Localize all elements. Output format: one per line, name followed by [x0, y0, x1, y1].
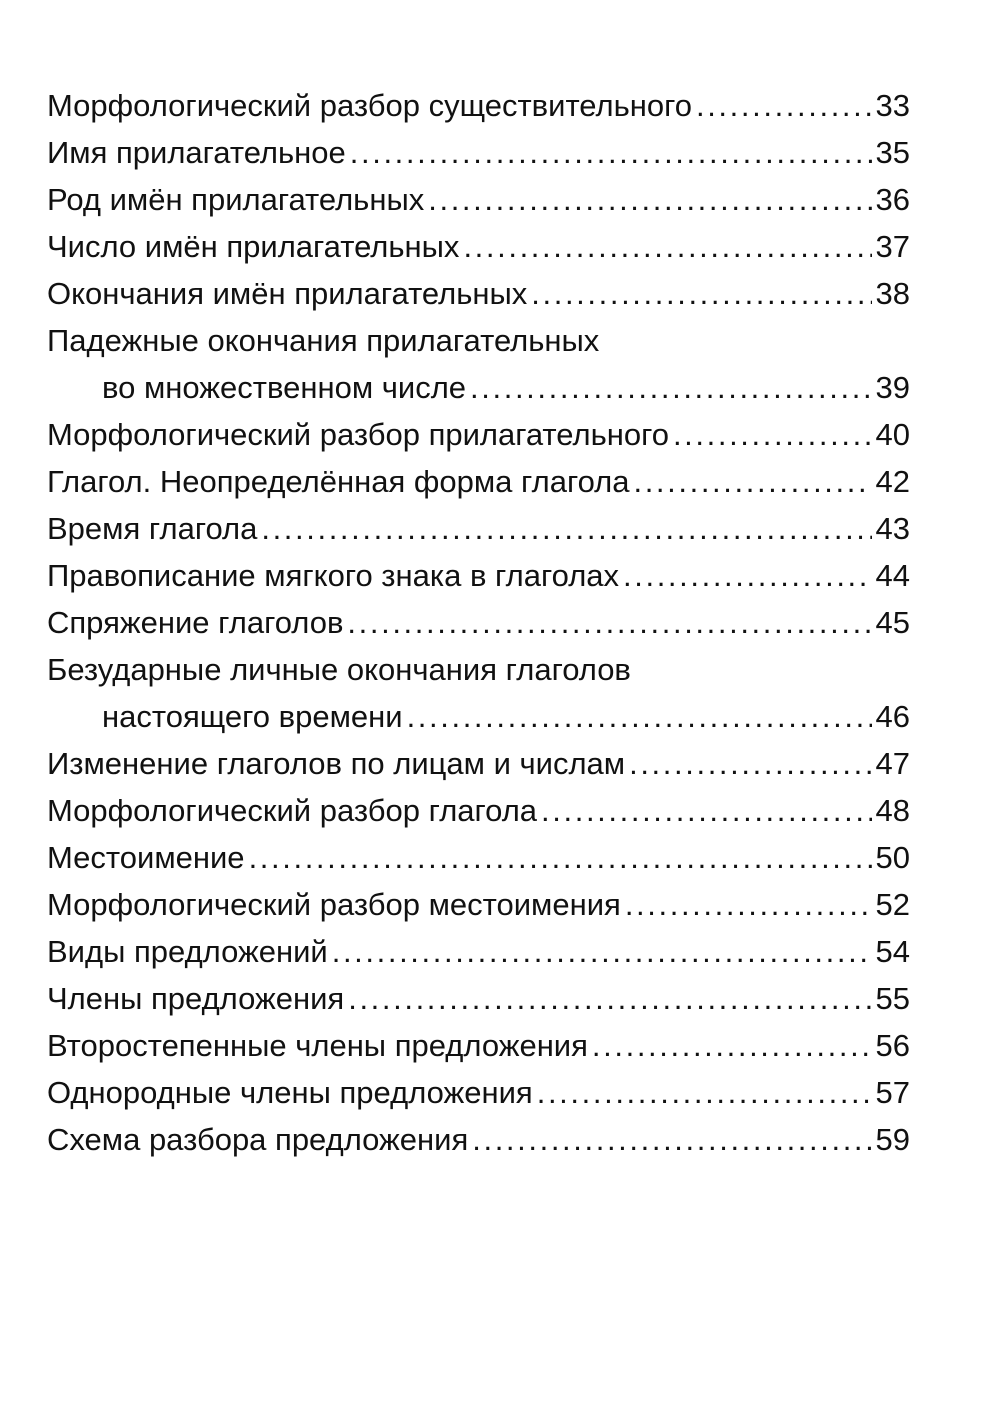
toc-entry-title: Виды предложений: [47, 934, 328, 969]
toc-entry-page: 45: [875, 605, 910, 640]
toc-entry-title: Число имён прилагательных: [47, 229, 460, 264]
toc-entry: [47, 505, 910, 552]
toc-entry: [47, 223, 910, 270]
dot-leader: [696, 82, 872, 129]
toc-entry-page: 40: [875, 417, 910, 452]
toc-entry-title: Однородные члены предложения: [47, 1075, 533, 1110]
toc-entry-title-line: [47, 317, 910, 364]
toc-entry-page: 57: [875, 1075, 910, 1110]
toc-entry-title: Падежные окончания прилагательных: [47, 323, 600, 358]
toc-entry-title: Безударные личные окончания глаголов: [47, 652, 631, 687]
toc-entry-title: Морфологический разбор местоимения: [47, 887, 621, 922]
toc-entry: [47, 129, 910, 176]
toc-entry: [47, 834, 910, 881]
toc-entry-page: 54: [875, 934, 910, 969]
toc-entry-page: 48: [875, 793, 910, 828]
toc-entry: [47, 1069, 910, 1116]
toc-entry-page: 35: [875, 135, 910, 170]
dot-leader: [249, 834, 872, 881]
toc-entry-title-continued: во множественном числе: [102, 370, 467, 405]
toc-entry: [47, 881, 910, 928]
toc-entry-page: 33: [875, 88, 910, 123]
dot-leader: [332, 928, 872, 975]
dot-leader: [470, 364, 871, 411]
toc-entry: [47, 1022, 910, 1069]
toc-entry: [47, 176, 910, 223]
toc-entry-page: 52: [875, 887, 910, 922]
toc-entry: [47, 411, 910, 458]
dot-leader: [633, 458, 871, 505]
toc-entry-title: Второстепенные члены предложения: [47, 1028, 588, 1063]
dot-leader: [463, 223, 871, 270]
toc-entry-title: Схема разбора предложения: [47, 1122, 469, 1157]
toc-entry-title: Время глагола: [47, 511, 258, 546]
toc-entry-page: 43: [875, 511, 910, 546]
toc-entry: [47, 364, 910, 411]
toc-entry-title: Морфологический разбор существительного: [47, 88, 692, 123]
toc-entry-title: Морфологический разбор прилагательного: [47, 417, 669, 452]
toc-entry-page: 56: [875, 1028, 910, 1063]
toc-entry-title-line: [47, 646, 910, 693]
toc-entry-title: Имя прилагательное: [47, 135, 346, 170]
toc-entry: [47, 599, 910, 646]
toc-entry-page: 46: [875, 699, 910, 734]
toc-entry-page: 59: [875, 1122, 910, 1157]
dot-leader: [428, 176, 871, 223]
toc-entry-page: 47: [875, 746, 910, 781]
dot-leader: [407, 693, 872, 740]
toc-entry-title: Глагол. Неопределённая форма глагола: [47, 464, 630, 499]
dot-leader: [541, 787, 871, 834]
dot-leader: [673, 411, 872, 458]
dot-leader: [348, 975, 871, 1022]
dot-leader: [347, 599, 871, 646]
toc-entry-title: Члены предложения: [47, 981, 345, 1016]
table-of-contents: [47, 82, 910, 1163]
toc-entry-title: Окончания имён прилагательных: [47, 276, 528, 311]
toc-entry: [47, 787, 910, 834]
toc-entry-page: 55: [875, 981, 910, 1016]
toc-entry: [47, 458, 910, 505]
toc-entry: [47, 928, 910, 975]
toc-entry-page: 36: [875, 182, 910, 217]
toc-entry: [47, 552, 910, 599]
dot-leader: [625, 881, 872, 928]
toc-entry: [47, 693, 910, 740]
dot-leader: [350, 129, 872, 176]
dot-leader: [531, 270, 871, 317]
toc-entry-page: 38: [875, 276, 910, 311]
toc-entry-page: 50: [875, 840, 910, 875]
toc-entry-title-continued: настоящего времени: [102, 699, 403, 734]
toc-entry-title: Спряжение глаголов: [47, 605, 344, 640]
toc-entry-title: Род имён прилагательных: [47, 182, 425, 217]
dot-leader: [592, 1022, 872, 1069]
dot-leader: [629, 740, 871, 787]
toc-entry-page: 42: [875, 464, 910, 499]
toc-entry-title: Местоимение: [47, 840, 245, 875]
dot-leader: [537, 1069, 872, 1116]
toc-entry: [47, 270, 910, 317]
toc-entry-page: 37: [875, 229, 910, 264]
toc-entry: [47, 82, 910, 129]
toc-entry: [47, 975, 910, 1022]
toc-entry: [47, 1116, 910, 1163]
toc-entry-title: Изменение глаголов по лицам и числам: [47, 746, 626, 781]
toc-entry-page: 44: [875, 558, 910, 593]
toc-entry: [47, 740, 910, 787]
dot-leader: [472, 1116, 871, 1163]
dot-leader: [623, 552, 871, 599]
toc-entry-title: Морфологический разбор глагола: [47, 793, 538, 828]
toc-entry-title: Правописание мягкого знака в глаголах: [47, 558, 620, 593]
toc-entry-page: 39: [875, 370, 910, 405]
dot-leader: [261, 505, 871, 552]
